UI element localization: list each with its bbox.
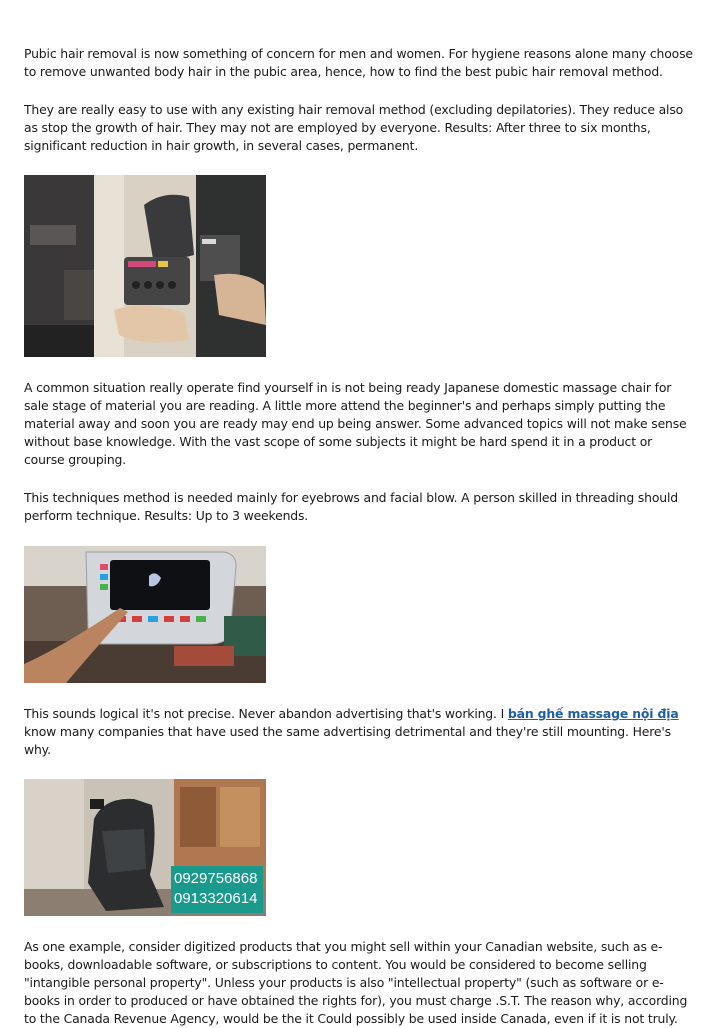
paragraph-3: A common situation really operate find yourself in is not being ready Japanese domestic massage chair for sale stage of material you are reading. A little more attend the beginner's and perhaps simply putting the material away and soon you are ready may end up being answer. Some advanced topics will not make sense without base knowledge. With the vast scope of some subjects it might be hard spend it in a product or course grouping. [24,380,687,467]
paragraph-6: As one example, consider digitized products that you might sell within your Canadian website, such as e-books, downloadable software, or subscriptions to content. You would be considered to become selling "intangible personal property". Unless your products is also "intellectual property" (such as software or e-books in order to produced or have obtained the rights for), you must charge .S.T. The reason why, according to the Canada Revenue Agency, would be the it Could possibly be used inside Canada, even if it is not truly. [24,939,688,1026]
massage-chair-room-photo [24,779,266,916]
massage-chair-control-panel-photo [24,546,266,683]
paragraph-5-text-before: This sounds logical it's not precise. Never abandon advertising that's working. I [24,706,508,721]
paragraph-5-text-after: know many companies that have used the same advertising detrimental and they're still mounting. Here's why. [24,724,671,757]
massage-chair-remote-photo [24,175,266,357]
paragraph-2: They are really easy to use with any existing hair removal method (excluding depilatories). They reduce also as stop the growth of hair. They may not are employed by everyone. Results: After three to six months, significant reduction in hair growth, in several cases, permanent. [24,102,684,153]
paragraph-1: Pubic hair removal is now something of concern for men and women. For hygiene reasons alone many choose to remove unwanted body hair in the pubic area, hence, how to find the best pubic hair removal method. [24,46,693,79]
massage-chair-link[interactable]: bán ghế massage nội địa [507,706,679,721]
article [24,45,696,1028]
phone-number-2: 0913320614 [174,890,258,907]
paragraph-4: This techniques method is needed mainly for eyebrows and facial blow. A person skilled in threading should perform technique. Results: Up to 3 weekends. [24,490,678,523]
phone-number-box [171,866,263,913]
phone-number-1: 0929756868 [174,870,258,887]
paragraph-5 [24,705,696,759]
